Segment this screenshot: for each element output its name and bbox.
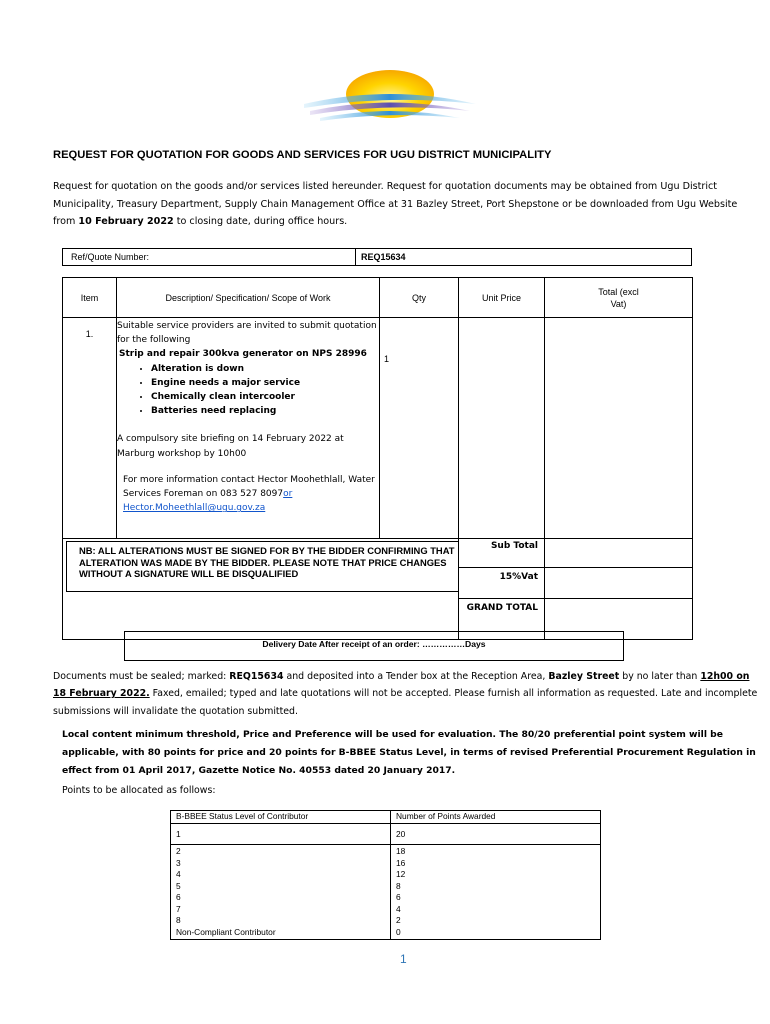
row-unit-price[interactable] xyxy=(459,318,545,539)
level-item: Non-Compliant Contributor xyxy=(176,926,276,937)
docs-deadline: 12h00 on 18 February 2022. xyxy=(53,671,750,700)
level-item: 2 xyxy=(176,846,181,856)
table-row xyxy=(63,318,693,539)
row-qty: 1 xyxy=(380,318,459,539)
page-title: REQUEST FOR QUOTATION FOR GOODS AND SERVICES FOR UGU DISTRICT MUNICIPALITY xyxy=(53,149,552,161)
points-item: 2 xyxy=(396,915,401,925)
ref-value: REQ15634 xyxy=(361,252,406,262)
evaluation-paragraph: Local content minimum threshold, Price and Preference will be used for evaluation. The 80/20 preferential point system will be applicable, with 80 points for price and 20 points for B-BBEE Status Level, in terms of revised Preferential Procurement Regulation in effect from 01 April 2017, Gazette Notice No. 40553 dated 20 January 2017. xyxy=(62,729,756,776)
desc-briefing: A compulsory site briefing on 14 February 2022 at Marburg workshop by 10h00 xyxy=(117,434,344,459)
ref-label: Ref/Quote Number: xyxy=(71,252,150,262)
desc-intro: Suitable service providers are invited to submit quotation for the following xyxy=(117,321,377,346)
subtotal-label: Sub Total xyxy=(459,539,545,568)
points-intro: Points to be allocated as follows: xyxy=(62,785,216,796)
level-item: 4 xyxy=(176,869,181,879)
vat-label: 15%Vat xyxy=(459,568,545,599)
docs-req: REQ15634 xyxy=(229,671,284,682)
points-values-group xyxy=(391,845,601,940)
row-description xyxy=(117,318,380,539)
docs-text-4: Faxed, emailed; typed and late quotations will not be accepted. Please furnish all information as requested. Late and incomplete submissions will invalidate the quotation submitted. xyxy=(53,688,758,717)
points-item: 4 xyxy=(396,903,401,914)
header-unit-price: Unit Price xyxy=(459,278,545,318)
docs-text-3: by no later than xyxy=(619,671,701,682)
nb-notice: NB: ALL ALTERATIONS MUST BE SIGNED FOR BY THE BIDDER CONFIRMING THAT ALTERATION WAS MADE BY THE BIDDER. PLEASE NOTE THAT PRICE CHANGES WITHOUT A SIGNATURE WILL BE DISQUALIFIED xyxy=(66,541,458,592)
level-item: 6 xyxy=(176,892,181,902)
intro-paragraph xyxy=(53,178,759,231)
row-item-number: 1. xyxy=(63,318,117,539)
table-header-row xyxy=(63,278,693,318)
points-item: 0 xyxy=(396,926,401,937)
points-item: 12 xyxy=(396,869,406,879)
vat-value[interactable] xyxy=(545,568,693,599)
level-item: 5 xyxy=(176,880,181,891)
level-item: 3 xyxy=(176,857,181,868)
ref-quote-box xyxy=(62,248,692,266)
points-item: 18 xyxy=(396,846,406,856)
points-value-1: 20 xyxy=(391,824,601,845)
intro-date: 10 February 2022 xyxy=(78,216,174,227)
docs-text-2: and deposited into a Tender box at the Reception Area, xyxy=(283,671,549,682)
ugu-logo xyxy=(300,64,480,130)
contact-text: For more information contact Hector Moohethlall, Water Services Foreman on 083 527 8097 xyxy=(123,474,375,500)
level-item: 8 xyxy=(176,915,181,925)
nb-cell xyxy=(63,539,459,599)
page-number: 1 xyxy=(400,952,407,966)
points-level-1: 1 xyxy=(171,824,391,845)
table-row xyxy=(171,824,601,845)
desc-contact xyxy=(117,473,379,516)
grand-total-label: GRAND TOTAL xyxy=(459,599,545,640)
intro-text: Request for quotation on the goods and/or services listed hereunder. Request for quotation documents may be obtained from Ugu District Municipality, Treasury Department, Supply Chain Management Office at 31 Bazley Street, Port Shepstone or be downloaded from Ugu Website from xyxy=(53,181,738,227)
docs-text-1: Documents must be sealed; marked: xyxy=(53,671,230,682)
points-header-row xyxy=(171,811,601,824)
points-header-level: B-BBEE Status Level of Contributor xyxy=(171,811,391,824)
points-item: 8 xyxy=(396,880,401,891)
quotation-table xyxy=(62,277,693,640)
header-description: Description/ Specification/ Scope of Work xyxy=(117,278,380,318)
level-item: 7 xyxy=(176,903,181,914)
header-item: Item xyxy=(63,278,117,318)
table-row xyxy=(171,845,601,940)
subtotal-row xyxy=(63,539,693,568)
list-item: • Batteries need replacing xyxy=(151,404,379,418)
header-total: Total (excl Vat) xyxy=(545,278,693,318)
intro-text-end: to closing date, during office hours. xyxy=(173,216,348,227)
points-table xyxy=(170,810,601,940)
list-item: • Chemically clean intercooler xyxy=(151,390,379,404)
docs-street: Bazley Street xyxy=(548,671,620,682)
points-levels-group xyxy=(171,845,391,940)
list-item: • Alteration is down xyxy=(151,362,379,376)
delivery-date-box: Delivery Date After receipt of an order: ……………Days xyxy=(124,631,624,661)
desc-bold: Strip and repair 300kva generator on NPS 28996 xyxy=(119,349,367,360)
subtotal-value[interactable] xyxy=(545,539,693,568)
points-item: 16 xyxy=(396,857,406,868)
points-item: 6 xyxy=(396,892,401,902)
submission-paragraph xyxy=(53,668,759,720)
row-total[interactable] xyxy=(545,318,693,539)
contact-email-link[interactable]: or Hector.Moheethlall@ugu.gov.za xyxy=(123,489,293,514)
points-header-points: Number of Points Awarded xyxy=(391,811,601,824)
header-qty: Qty xyxy=(380,278,459,318)
list-item: • Engine needs a major service xyxy=(151,376,379,390)
